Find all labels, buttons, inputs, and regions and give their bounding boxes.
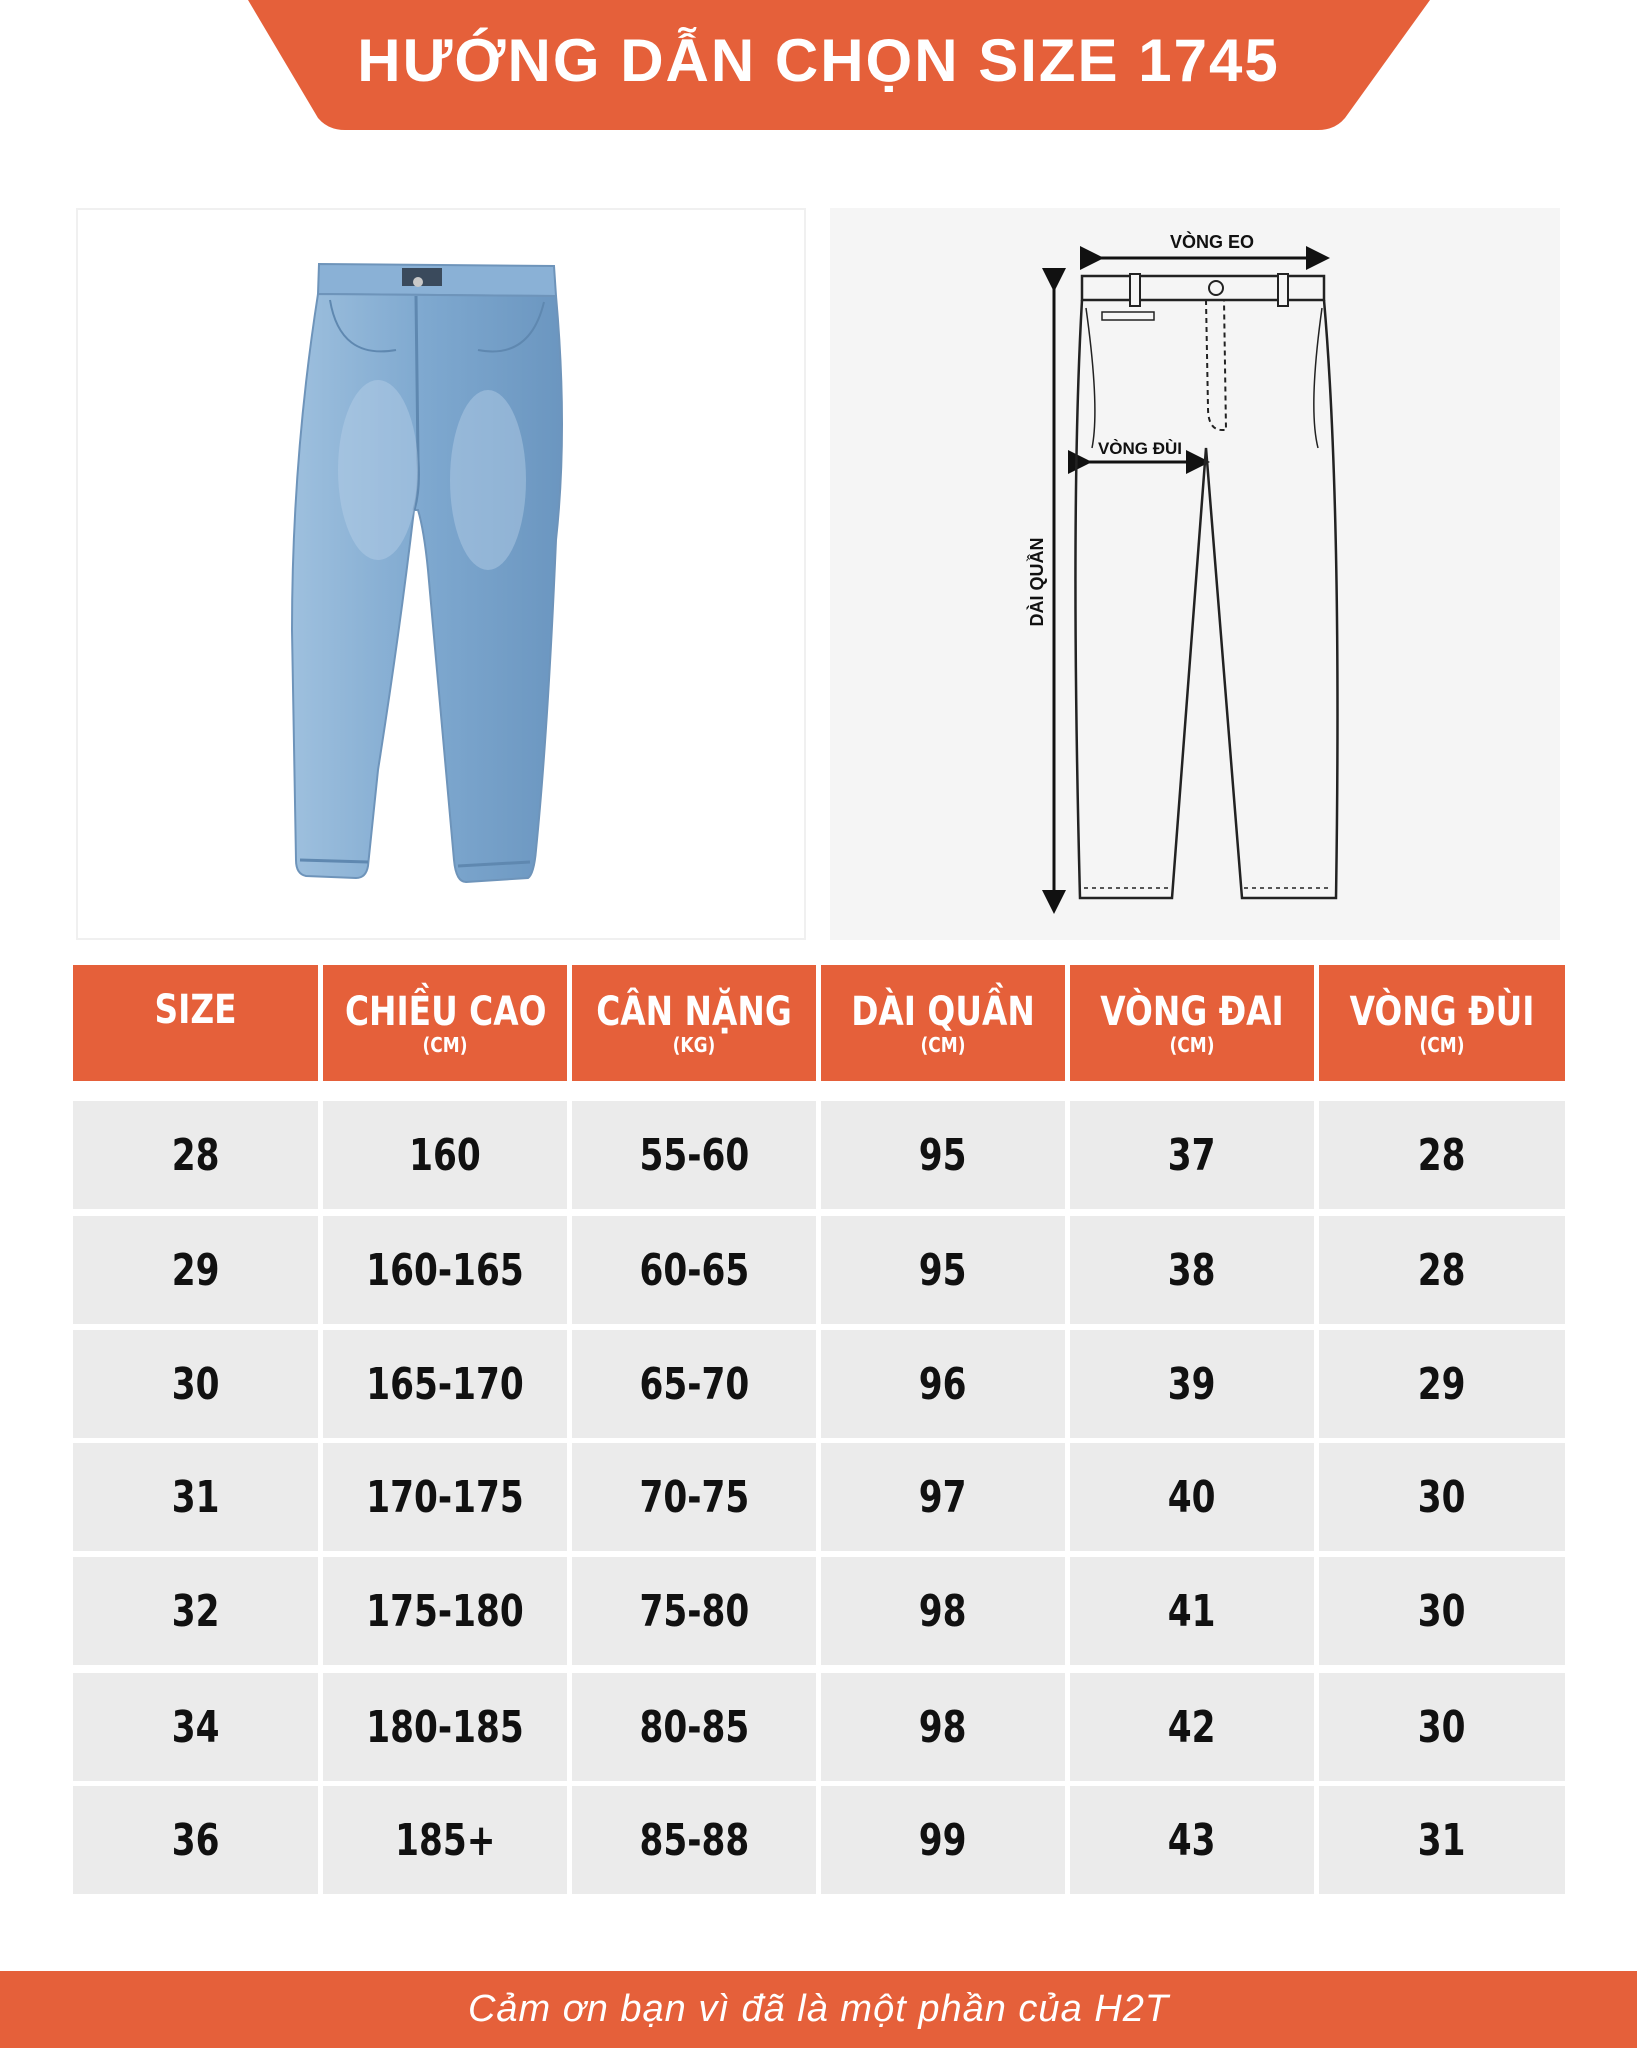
table-cell-thigh (1319, 1557, 1565, 1665)
table-cell-value: 96 (919, 1358, 967, 1410)
table-cell-value: 60-65 (639, 1244, 749, 1296)
table-cell-value: 98 (919, 1585, 967, 1637)
jeans-photo (78, 210, 804, 938)
table-cell-waist (1070, 1786, 1314, 1894)
table-cell-value: 42 (1168, 1701, 1216, 1753)
table-cell-weight (572, 1216, 816, 1324)
header-label: DÀI QUẦN (851, 989, 1035, 1035)
table-cell-value: 170-175 (366, 1471, 524, 1523)
table-cell-value: 31 (171, 1471, 220, 1523)
table-cell-value: 29 (1418, 1358, 1466, 1410)
header-banner (0, 0, 1637, 132)
header-cell-length (821, 965, 1065, 1081)
table-cell-value: 185+ (394, 1814, 496, 1866)
table-cell-size (73, 1673, 318, 1781)
table-cell-value: 99 (919, 1814, 967, 1866)
table-cell-value: 30 (1418, 1585, 1466, 1637)
table-cell-value: 28 (1418, 1129, 1466, 1181)
table-cell-height (323, 1443, 567, 1551)
table-cell-value: 43 (1168, 1814, 1216, 1866)
table-cell-waist (1070, 1101, 1314, 1209)
table-cell-value: 160 (409, 1129, 481, 1181)
table-cell-value: 28 (1418, 1244, 1466, 1296)
table-cell-height (323, 1557, 567, 1665)
header-cell-waist (1070, 965, 1314, 1081)
table-cell-waist (1070, 1330, 1314, 1438)
table-cell-value: 36 (171, 1814, 220, 1866)
table-cell-value: 70-75 (639, 1471, 749, 1523)
table-cell-waist (1070, 1216, 1314, 1324)
header-cell-size (73, 965, 318, 1081)
page-title: HƯỚNG DẪN CHỌN SIZE 1745 (357, 27, 1280, 94)
table-cell-length (821, 1101, 1065, 1209)
table-cell-value: 37 (1168, 1129, 1216, 1181)
header-cell-thigh (1319, 965, 1565, 1081)
table-cell-value: 41 (1168, 1585, 1216, 1637)
header-label: CHIỀU CAO (344, 989, 547, 1035)
table-cell-value: 95 (919, 1244, 967, 1296)
table-cell-value: 32 (171, 1585, 220, 1637)
measurement-diagram-panel (830, 208, 1560, 940)
table-cell-value: 97 (919, 1471, 967, 1523)
table-cell-weight (572, 1673, 816, 1781)
table-cell-height (323, 1216, 567, 1324)
table-cell-value: 28 (171, 1129, 220, 1181)
table-cell-waist (1070, 1443, 1314, 1551)
table-cell-value: 98 (919, 1701, 967, 1753)
thigh-label: VÒNG ĐÙI (1097, 439, 1183, 458)
table-cell-size (73, 1786, 318, 1894)
table-cell-value: 39 (1168, 1358, 1216, 1410)
table-cell-value: 31 (1418, 1814, 1466, 1866)
header-label: VÒNG ĐÙI (1349, 989, 1535, 1035)
header-label: VÒNG ĐAI (1100, 989, 1284, 1035)
table-cell-length (821, 1443, 1065, 1551)
header-unit: (CM) (1419, 1033, 1465, 1057)
header-label: CÂN NẶNG (596, 989, 792, 1035)
header-label: SIZE (154, 987, 237, 1033)
table-cell-value: 30 (1418, 1701, 1466, 1753)
table-cell-value: 30 (1418, 1471, 1466, 1523)
table-cell-height (323, 1786, 567, 1894)
table-cell-length (821, 1673, 1065, 1781)
table-cell-value: 85-88 (639, 1814, 749, 1866)
table-cell-thigh (1319, 1101, 1565, 1209)
table-cell-length (821, 1557, 1065, 1665)
table-cell-thigh (1319, 1443, 1565, 1551)
table-cell-size (73, 1443, 318, 1551)
header-unit: (CM) (1169, 1033, 1215, 1057)
table-cell-height (323, 1673, 567, 1781)
table-cell-length (821, 1216, 1065, 1324)
table-cell-waist (1070, 1557, 1314, 1665)
table-cell-value: 30 (171, 1358, 220, 1410)
table-cell-waist (1070, 1673, 1314, 1781)
table-cell-size (73, 1101, 318, 1209)
table-cell-weight (572, 1330, 816, 1438)
length-label: DÀI QUẦN (1027, 537, 1047, 627)
pants-diagram (830, 208, 1560, 940)
header-unit: (CM) (422, 1033, 468, 1057)
product-photo-panel (76, 208, 806, 940)
table-cell-value: 65-70 (639, 1358, 749, 1410)
table-cell-value: 55-60 (639, 1129, 749, 1181)
table-cell-value: 175-180 (366, 1585, 524, 1637)
table-cell-thigh (1319, 1673, 1565, 1781)
table-cell-length (821, 1786, 1065, 1894)
header-unit: (CM) (920, 1033, 966, 1057)
table-cell-value: 34 (171, 1701, 220, 1753)
table-cell-thigh (1319, 1786, 1565, 1894)
waist-label: VÒNG EO (1169, 232, 1255, 252)
table-cell-thigh (1319, 1330, 1565, 1438)
table-cell-value: 95 (919, 1129, 967, 1181)
table-cell-value: 80-85 (639, 1701, 749, 1753)
table-cell-thigh (1319, 1216, 1565, 1324)
table-cell-value: 29 (171, 1244, 220, 1296)
table-cell-value: 180-185 (366, 1701, 524, 1753)
header-unit: (KG) (672, 1033, 716, 1057)
table-cell-value: 38 (1168, 1244, 1216, 1296)
table-cell-height (323, 1101, 567, 1209)
table-cell-value: 165-170 (366, 1358, 524, 1410)
table-cell-value: 40 (1168, 1471, 1216, 1523)
header-cell-height (323, 965, 567, 1081)
table-cell-value: 75-80 (639, 1585, 749, 1637)
table-cell-value: 160-165 (366, 1244, 524, 1296)
table-cell-weight (572, 1557, 816, 1665)
table-cell-weight (572, 1101, 816, 1209)
footer-thank-you: Cảm ơn bạn vì đã là một phần của H2T (467, 1988, 1170, 2030)
table-cell-length (821, 1330, 1065, 1438)
table-cell-size (73, 1330, 318, 1438)
header-cell-weight (572, 965, 816, 1081)
footer-bar (0, 1971, 1637, 2048)
table-cell-size (73, 1216, 318, 1324)
table-cell-size (73, 1557, 318, 1665)
table-cell-weight (572, 1443, 816, 1551)
table-cell-height (323, 1330, 567, 1438)
table-cell-weight (572, 1786, 816, 1894)
